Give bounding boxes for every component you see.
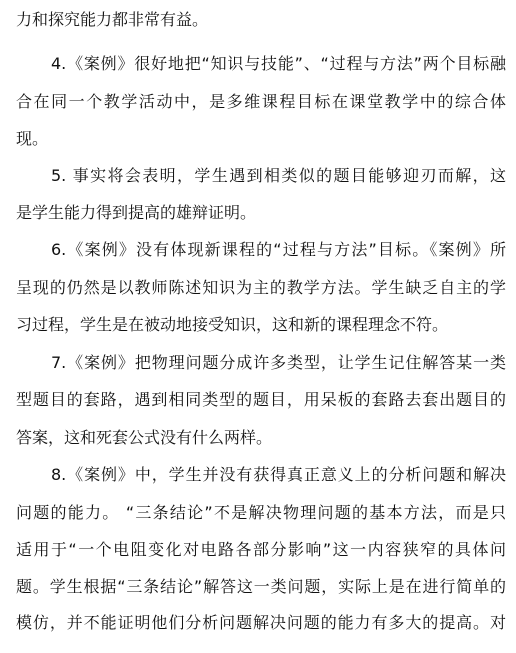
line-text: 6.《案例》没有体现新课程的“过程与方法”目标。《案例》所 [51, 240, 506, 259]
text-line [0, 569, 516, 605]
line-text: 适用于“一个电阻变化对电路各部分影响”这一内容狭窄的具体问 [16, 540, 506, 559]
text-line [0, 232, 516, 268]
line-text: 型题目的套路，遇到相同类型的题目，用呆板的套路去套出题目的 [16, 390, 506, 409]
text-line [0, 495, 516, 531]
text-line [0, 605, 516, 641]
line-text: 现。 [16, 129, 49, 148]
line-text: 7.《案例》把物理问题分成许多类型，让学生记住解答某一类 [51, 353, 506, 372]
text-line [0, 158, 516, 194]
line-text: 习过程，学生是在被动地接受知识，这和新的课程理念不符。 [16, 315, 449, 334]
text-line [0, 270, 516, 306]
line-text: 问题的能力。 “三条结论”不是解决物理问题的基本方法，而是只 [16, 503, 506, 522]
line-text: 5. 事实将会表明，学生遇到相类似的题目能够迎刃而解，这 [51, 166, 506, 185]
line-text: 答案，这和死套公式没有什么两样。 [16, 428, 273, 447]
text-line [0, 46, 516, 82]
text-line [0, 345, 516, 381]
line-text: 是学生能力得到提高的雄辩证明。 [16, 203, 257, 222]
line-text: 呈现的仍然是以教师陈述知识为主的教学方法。学生缺乏自主的学 [16, 278, 506, 297]
text-line [0, 84, 516, 120]
text-line [0, 2, 516, 38]
line-text: 题。学生根据“三条结论”解答这一类问题，实际上是在进行简单的 [16, 577, 506, 596]
line-text: 力和探究能力都非常有益。 [16, 10, 209, 29]
text-line [0, 121, 516, 157]
text-line [0, 457, 516, 493]
line-text: 合在同一个教学活动中，是多维课程目标在课堂教学中的综合体 [16, 92, 506, 111]
line-text: 8.《案例》中，学生并没有获得真正意义上的分析问题和解决 [51, 465, 506, 484]
text-line [0, 532, 516, 568]
line-text: 模仿，并不能证明他们分析问题解决问题的能力有多大的提高。对 [16, 613, 506, 632]
text-line [0, 195, 516, 231]
text-line [0, 382, 516, 418]
text-line [0, 307, 516, 343]
line-text: 4.《案例》很好地把“知识与技能”、“过程与方法”两个目标融 [51, 54, 506, 73]
text-line [0, 420, 516, 456]
